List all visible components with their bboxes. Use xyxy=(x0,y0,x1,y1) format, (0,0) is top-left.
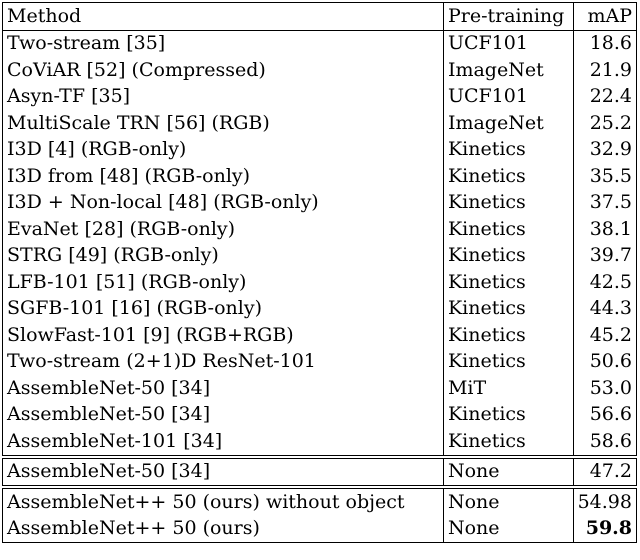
table-row xyxy=(3,428,637,457)
table-row xyxy=(3,322,637,349)
cell-method: AssembleNet-50 [34] xyxy=(3,457,444,488)
cell-pretraining: Kinetics xyxy=(443,402,573,429)
cell-pretraining: MiT xyxy=(443,375,573,402)
cell-map: 59.8 xyxy=(573,516,636,543)
cell-method: AssembleNet-50 [34] xyxy=(3,402,444,429)
cell-pretraining: Kinetics xyxy=(443,269,573,296)
cell-method: Two-stream (2+1)D ResNet-101 xyxy=(3,349,444,376)
table-body xyxy=(3,30,637,543)
cell-map: 18.6 xyxy=(573,30,636,57)
cell-map: 53.0 xyxy=(573,375,636,402)
cell-pretraining: Kinetics xyxy=(443,296,573,323)
cell-pretraining: Kinetics xyxy=(443,163,573,190)
cell-map: 47.2 xyxy=(573,457,636,488)
header-method: Method xyxy=(3,3,444,31)
cell-method: Two-stream [35] xyxy=(3,30,444,57)
cell-pretraining: Kinetics xyxy=(443,243,573,270)
table-row xyxy=(3,30,637,57)
cell-pretraining: Kinetics xyxy=(443,428,573,457)
table-row xyxy=(3,216,637,243)
cell-map: 25.2 xyxy=(573,110,636,137)
cell-method: CoViAR [52] (Compressed) xyxy=(3,57,444,84)
cell-method: EvaNet [28] (RGB-only) xyxy=(3,216,444,243)
header-map: mAP xyxy=(573,3,636,31)
cell-pretraining: Kinetics xyxy=(443,322,573,349)
table-row xyxy=(3,487,637,516)
cell-pretraining: Kinetics xyxy=(443,190,573,217)
cell-pretraining: Kinetics xyxy=(443,216,573,243)
cell-method: I3D [4] (RGB-only) xyxy=(3,137,444,164)
cell-map: 44.3 xyxy=(573,296,636,323)
cell-map: 22.4 xyxy=(573,84,636,111)
cell-pretraining: Kinetics xyxy=(443,137,573,164)
table-row xyxy=(3,375,637,402)
table-row xyxy=(3,84,637,111)
cell-method: AssembleNet++ 50 (ours) without object xyxy=(3,487,444,516)
cell-map: 37.5 xyxy=(573,190,636,217)
cell-pretraining: Kinetics xyxy=(443,349,573,376)
cell-map: 38.1 xyxy=(573,216,636,243)
cell-pretraining: UCF101 xyxy=(443,84,573,111)
table-row xyxy=(3,137,637,164)
cell-map: 45.2 xyxy=(573,322,636,349)
cell-map: 58.6 xyxy=(573,428,636,457)
table-row xyxy=(3,57,637,84)
table-row xyxy=(3,457,637,488)
cell-map: 35.5 xyxy=(573,163,636,190)
cell-map: 39.7 xyxy=(573,243,636,270)
cell-method: MultiScale TRN [56] (RGB) xyxy=(3,110,444,137)
table-row xyxy=(3,190,637,217)
cell-map: 32.9 xyxy=(573,137,636,164)
header-row xyxy=(3,3,637,31)
cell-map: 56.6 xyxy=(573,402,636,429)
cell-pretraining: ImageNet xyxy=(443,57,573,84)
cell-method: STRG [49] (RGB-only) xyxy=(3,243,444,270)
results-table xyxy=(2,2,637,543)
table-row xyxy=(3,296,637,323)
cell-pretraining: None xyxy=(443,457,573,488)
table-row xyxy=(3,516,637,543)
cell-method: AssembleNet-50 [34] xyxy=(3,375,444,402)
cell-method: SGFB-101 [16] (RGB-only) xyxy=(3,296,444,323)
cell-map: 42.5 xyxy=(573,269,636,296)
cell-pretraining: None xyxy=(443,487,573,516)
table-row xyxy=(3,243,637,270)
cell-method: Asyn-TF [35] xyxy=(3,84,444,111)
cell-method: AssembleNet-101 [34] xyxy=(3,428,444,457)
cell-pretraining: ImageNet xyxy=(443,110,573,137)
header-pretraining: Pre-training xyxy=(443,3,573,31)
table-row xyxy=(3,269,637,296)
cell-method: I3D from [48] (RGB-only) xyxy=(3,163,444,190)
cell-method: I3D + Non-local [48] (RGB-only) xyxy=(3,190,444,217)
cell-map: 21.9 xyxy=(573,57,636,84)
cell-map: 54.98 xyxy=(573,487,636,516)
table-row xyxy=(3,163,637,190)
table-row xyxy=(3,349,637,376)
cell-pretraining: None xyxy=(443,516,573,543)
table-row xyxy=(3,402,637,429)
cell-map: 50.6 xyxy=(573,349,636,376)
cell-pretraining: UCF101 xyxy=(443,30,573,57)
cell-method: LFB-101 [51] (RGB-only) xyxy=(3,269,444,296)
table-row xyxy=(3,110,637,137)
cell-method: SlowFast-101 [9] (RGB+RGB) xyxy=(3,322,444,349)
cell-method: AssembleNet++ 50 (ours) xyxy=(3,516,444,543)
